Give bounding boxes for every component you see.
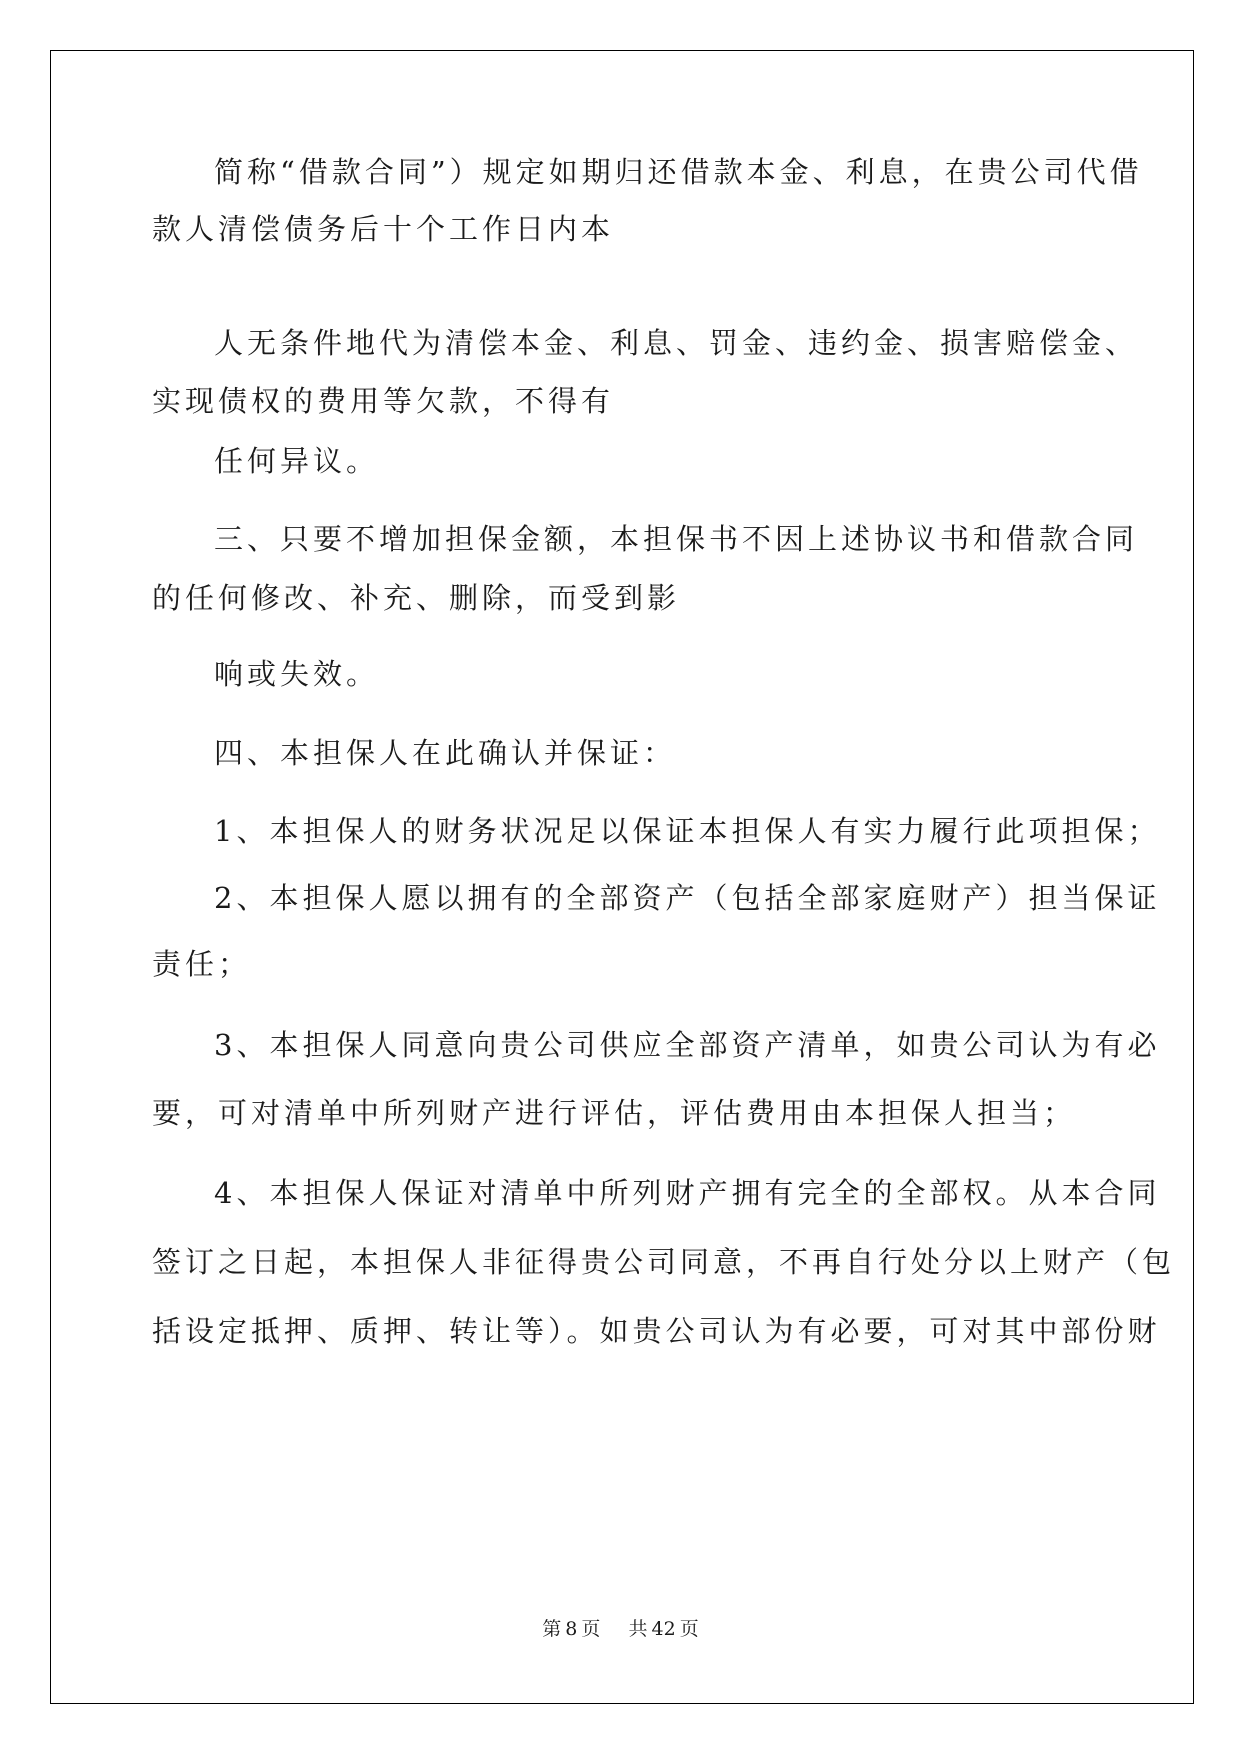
page-border — [50, 50, 1194, 1704]
text-line: 实现债权的费用等欠款，不得有 — [152, 384, 615, 418]
text-line: 1、本担保人的财务状况足以保证本担保人有实力履行此项担保； — [214, 814, 1161, 848]
text-line: 2、本担保人愿以拥有的全部资产（包括全部家庭财产）担当保证 — [214, 881, 1161, 915]
text-line: 要，可对清单中所列财产进行评估，评估费用由本担保人担当； — [152, 1096, 1077, 1130]
text-line: 任何异议。 — [214, 444, 380, 478]
page-label-suffix: 页 — [581, 1618, 601, 1640]
text-line: 四、本担保人在此确认并保证： — [214, 736, 677, 770]
text-line: 签订之日起，本担保人非征得贵公司同意，不再自行处分以上财产（包 — [152, 1245, 1176, 1279]
text-line: 括设定抵押、质押、转让等）。如贵公司认为有必要，可对其中部份财 — [152, 1314, 1161, 1348]
text-line: 的任何修改、补充、删除，而受到影 — [152, 581, 681, 615]
page-footer — [0, 1614, 1241, 1641]
total-label-suffix: 页 — [679, 1618, 699, 1640]
total-label-prefix: 共 — [628, 1618, 648, 1640]
text-line: 人无条件地代为清偿本金、利息、罚金、违约金、损害赔偿金、 — [214, 326, 1139, 360]
page-number: 8 — [565, 1618, 578, 1640]
text-line: 三、只要不增加担保金额，本担保书不因上述协议书和借款合同 — [214, 522, 1139, 556]
text-line: 款人清偿债务后十个工作日内本 — [152, 212, 615, 246]
text-line: 责任； — [152, 947, 252, 981]
text-line: 响或失效。 — [214, 657, 380, 691]
text-line: 3、本担保人同意向贵公司供应全部资产清单，如贵公司认为有必 — [214, 1028, 1161, 1062]
text-line: 4、本担保人保证对清单中所列财产拥有完全的全部权。从本合同 — [214, 1176, 1161, 1210]
total-pages: 42 — [651, 1618, 676, 1640]
text-line: 简称“借款合同”）规定如期归还借款本金、利息，在贵公司代借 — [214, 155, 1143, 189]
page-label-prefix: 第 — [542, 1618, 562, 1640]
